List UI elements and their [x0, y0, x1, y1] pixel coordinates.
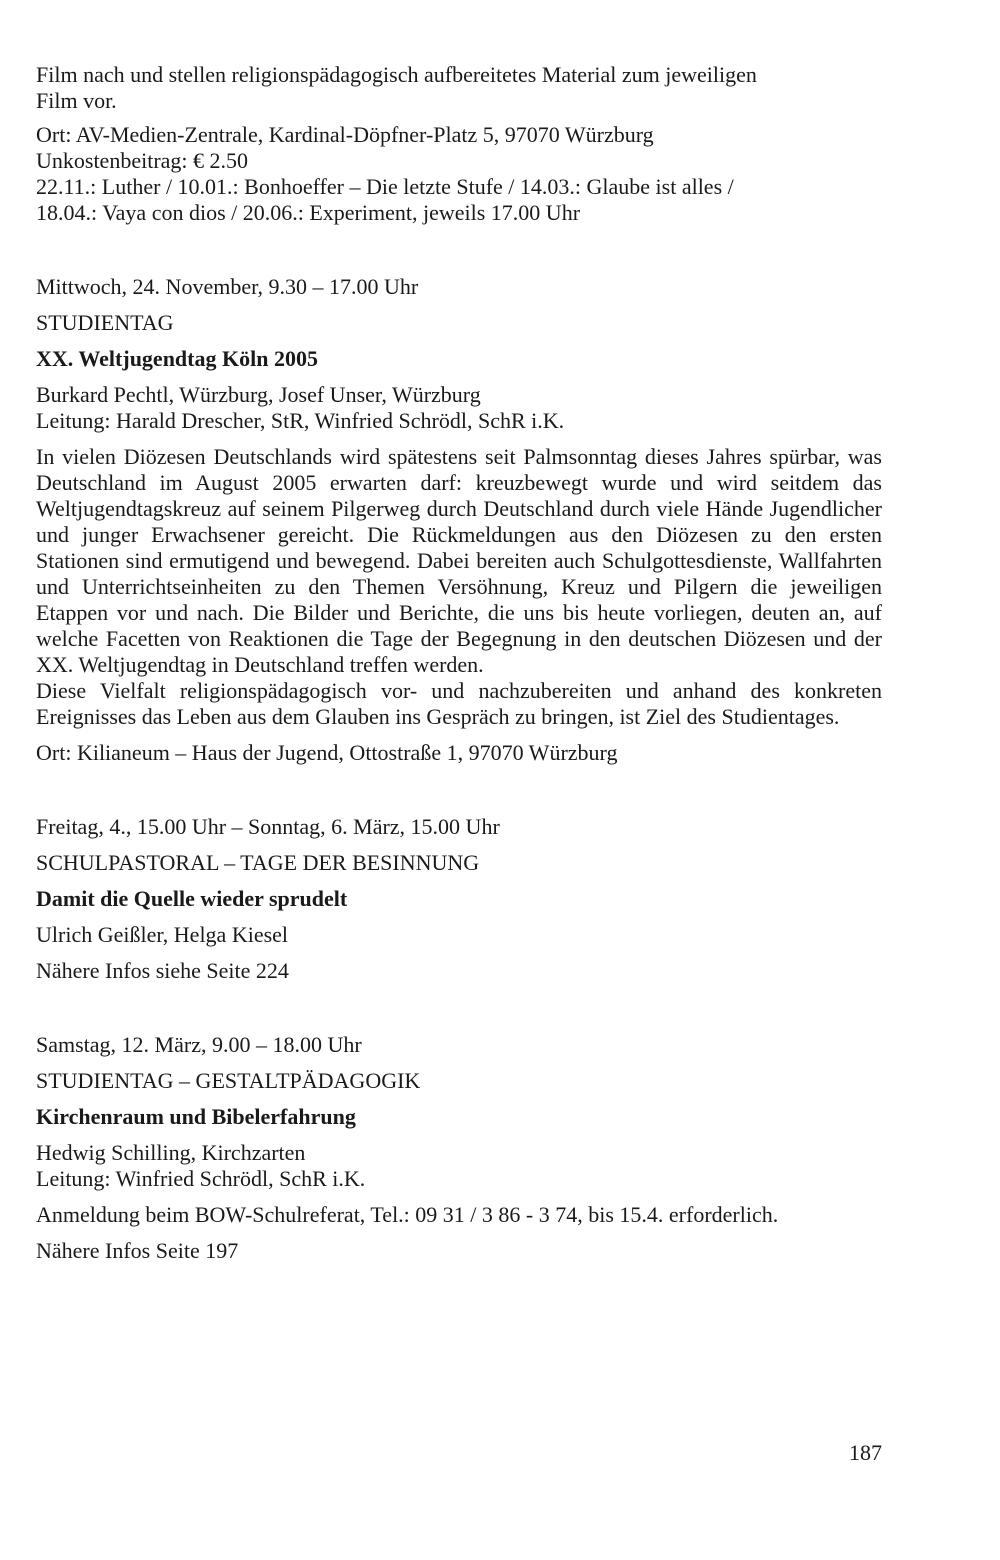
event-date: Mittwoch, 24. November, 9.30 – 17.00 Uhr	[36, 274, 419, 299]
event-title: Damit die Quelle wieder sprudelt	[36, 886, 348, 911]
intro-dates: 22.11.: Luther / 10.01.: Bonhoeffer – Die letzte Stufe / 14.03.: Glaube ist alles /	[36, 174, 734, 199]
event-registration: Anmeldung beim BOW-Schulreferat, Tel.: 09 31 / 3 86 - 3 74, bis 15.4. erforderlich.	[36, 1202, 779, 1227]
intro-line: Film vor.	[36, 88, 117, 113]
intro-location: Ort: AV-Medien-Zentrale, Kardinal-Döpfner-Platz 5, 97070 Würzburg	[36, 122, 654, 147]
intro-dates: 18.04.: Vaya con dios / 20.06.: Experiment, jeweils 17.00 Uhr	[36, 200, 581, 225]
event-title: Kirchenraum und Bibelerfahrung	[36, 1104, 356, 1129]
description-paragraph: In vielen Diözesen Deutschlands wird spätestens seit Palmsonntag dieses Jahres spürbar, was Deutschland im August 2005 erwarten darf: kreuzbewegt wurde und wird seitdem das Weltjugendtagskreuz auf seinem Pilgerweg durch Deutschland durch viele Hände Jugendlicher und junger Erwachsener gereicht. Die Rückmeldungen aus den Diözesen zu den ersten Stationen sind ermutigend und bewegend. Dabei bereiten auch Schulgottesdienste, Wallfahrten und Unterrichtseinheiten zu den Themen Versöhnung, Kreuz und Pilgern die jeweiligen Etappen vor und nach. Die Bilder und Berichte, die uns bis heute vorliegen, deuten an, auf welche Facetten von Reaktionen die Tage der Begegnung in den deutschen Diözesen und der XX. Weltjugendtag in Deutschland treffen werden.	[36, 444, 882, 677]
event-description	[36, 444, 882, 730]
event-speakers: Ulrich Geißler, Helga Kiesel	[36, 922, 289, 947]
event-location: Ort: Kilianeum – Haus der Jugend, Ottostraße 1, 97070 Würzburg	[36, 740, 618, 765]
event-speakers: Hedwig Schilling, Kirchzarten	[36, 1140, 306, 1165]
event-category: STUDIENTAG	[36, 310, 174, 335]
event-weltjugendtag	[36, 274, 882, 766]
intro-line: Film nach und stellen religionspädagogisch aufbereitetes Material zum jeweiligen	[36, 62, 757, 87]
event-title: XX. Weltjugendtag Köln 2005	[36, 346, 318, 371]
event-leitung: Leitung: Harald Drescher, StR, Winfried Schrödl, SchR i.K.	[36, 408, 565, 433]
event-info: Nähere Infos siehe Seite 224	[36, 958, 289, 983]
event-speakers: Burkard Pechtl, Würzburg, Josef Unser, Würzburg	[36, 382, 481, 407]
event-category: SCHULPASTORAL – TAGE DER BESINNUNG	[36, 850, 480, 875]
event-info: Nähere Infos Seite 197	[36, 1238, 239, 1263]
intro-section	[36, 62, 882, 226]
page-number: 187	[849, 1440, 882, 1465]
event-category: STUDIENTAG – GESTALTPÄDAGOGIK	[36, 1068, 421, 1093]
intro-fee: Unkostenbeitrag: € 2.50	[36, 148, 249, 173]
description-paragraph: Diese Vielfalt religionspädagogisch vor- und nachzubereiten und anhand des konkreten Ereignisses das Leben aus dem Glauben ins Gespräch zu bringen, ist Ziel des Studientages.	[36, 678, 882, 729]
event-gestaltpaedagogik	[36, 1032, 882, 1264]
event-date: Samstag, 12. März, 9.00 – 18.00 Uhr	[36, 1032, 362, 1057]
event-leitung: Leitung: Winfried Schrödl, SchR i.K.	[36, 1166, 366, 1191]
event-date: Freitag, 4., 15.00 Uhr – Sonntag, 6. März, 15.00 Uhr	[36, 814, 500, 839]
event-schulpastoral	[36, 814, 882, 984]
